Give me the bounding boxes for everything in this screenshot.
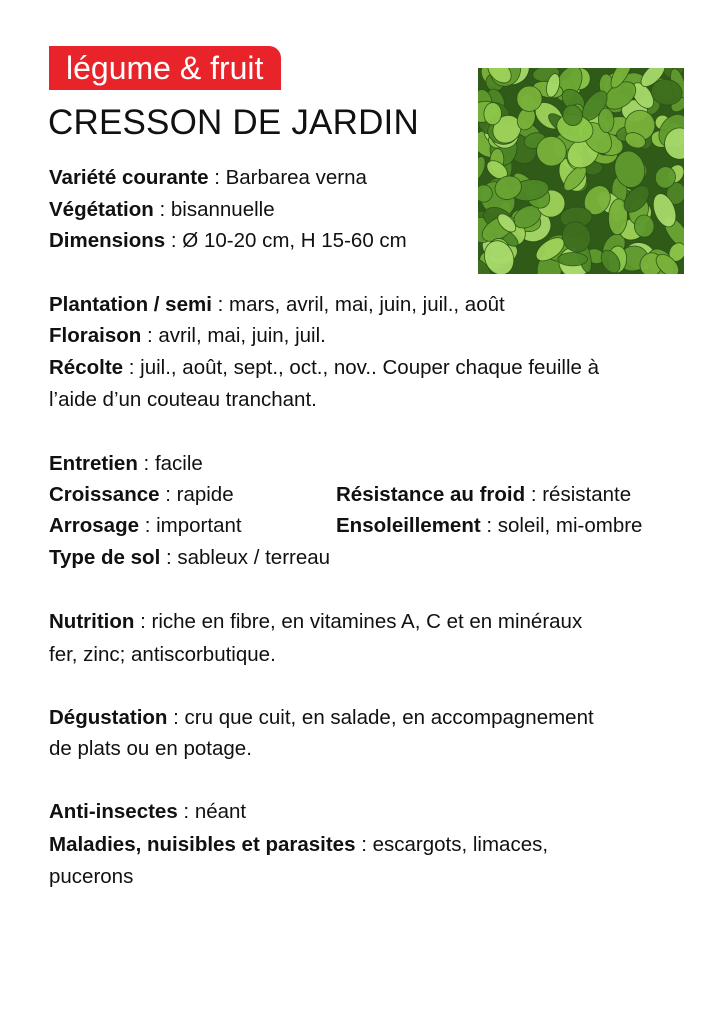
field-label: Variété courante: [49, 166, 209, 189]
field-resistance: Résistance au froid : résistante: [336, 483, 632, 506]
field-nutrition-cont: fer, zinc; antiscorbutique.: [49, 643, 276, 666]
field-value: cru que cuit, en salade, en accompagnement: [184, 706, 594, 729]
field-value: mars, avril, mai, juin, juil., août: [229, 293, 505, 316]
field-label: Croissance: [49, 483, 160, 506]
field-value: bisannuelle: [170, 198, 275, 221]
field-ensoleillement: Ensoleillement : soleil, mi-ombre: [336, 514, 643, 537]
field-label: Maladies, nuisibles et parasites: [49, 833, 356, 856]
field-maladies: Maladies, nuisibles et parasites : escargots, limaces,: [49, 833, 549, 856]
field-value: riche en fibre, en vitamines A, C et en minéraux: [151, 610, 583, 633]
field-floraison: Floraison : avril, mai, juin, juil.: [49, 324, 326, 347]
field-sol: Type de sol : sableux / terreau: [49, 546, 331, 569]
field-label: Dimensions: [49, 229, 166, 252]
field-label: Nutrition: [49, 610, 135, 633]
field-value: soleil, mi-ombre: [497, 514, 643, 537]
field-anti-insectes: Anti-insectes : néant: [49, 800, 247, 823]
field-degustation-cont: de plats ou en potage.: [49, 737, 252, 760]
field-value: résistante: [542, 483, 632, 506]
field-degustation: Dégustation : cru que cuit, en salade, en accompagnement: [49, 706, 594, 729]
page-title: CRESSON DE JARDIN: [48, 103, 419, 142]
field-label: Dégustation: [49, 706, 168, 729]
field-value: Ø 10-20 cm, H 15-60 cm: [182, 229, 407, 252]
field-nutrition: Nutrition : riche en fibre, en vitamines A, C et en minéraux: [49, 610, 583, 633]
field-entretien: Entretien : facile: [49, 452, 203, 475]
field-label: Anti-insectes: [49, 800, 178, 823]
field-value: avril, mai, juin, juil.: [158, 324, 326, 347]
field-label: Résistance au froid: [336, 483, 526, 506]
field-label: Floraison: [49, 324, 142, 347]
field-vegetation: Végétation : bisannuelle: [49, 198, 275, 221]
field-recolte-cont: l’aide d’un couteau tranchant.: [49, 388, 317, 411]
field-value: important: [156, 514, 242, 537]
field-value: juil., août, sept., oct., nov.. Couper chaque feuille à: [140, 356, 600, 379]
field-label: Ensoleillement: [336, 514, 481, 537]
field-value: sableux / terreau: [177, 546, 331, 569]
field-arrosage: Arrosage : important: [49, 514, 242, 537]
field-label: Type de sol: [49, 546, 161, 569]
field-plantation: Plantation / semi : mars, avril, mai, juin, juil., août: [49, 293, 505, 316]
field-label: Végétation: [49, 198, 154, 221]
field-label: Entretien: [49, 452, 138, 475]
field-value: escargots, limaces,: [372, 833, 549, 856]
field-label: Plantation / semi: [49, 293, 212, 316]
cress-leaves-photo: [478, 68, 684, 274]
field-value: néant: [194, 800, 247, 823]
field-value: facile: [154, 452, 203, 475]
field-value: rapide: [176, 483, 234, 506]
category-badge: légume & fruit: [49, 46, 281, 90]
field-dimensions: Dimensions : Ø 10-20 cm, H 15-60 cm: [49, 229, 407, 252]
field-variete: Variété courante : Barbarea verna: [49, 166, 367, 189]
field-label: Récolte: [49, 356, 124, 379]
field-maladies-cont: pucerons: [49, 865, 134, 888]
field-croissance: Croissance : rapide: [49, 483, 234, 506]
field-value: Barbarea verna: [225, 166, 367, 189]
field-label: Arrosage: [49, 514, 140, 537]
field-recolte: Récolte : juil., août, sept., oct., nov.. Couper chaque feuille à: [49, 356, 600, 379]
